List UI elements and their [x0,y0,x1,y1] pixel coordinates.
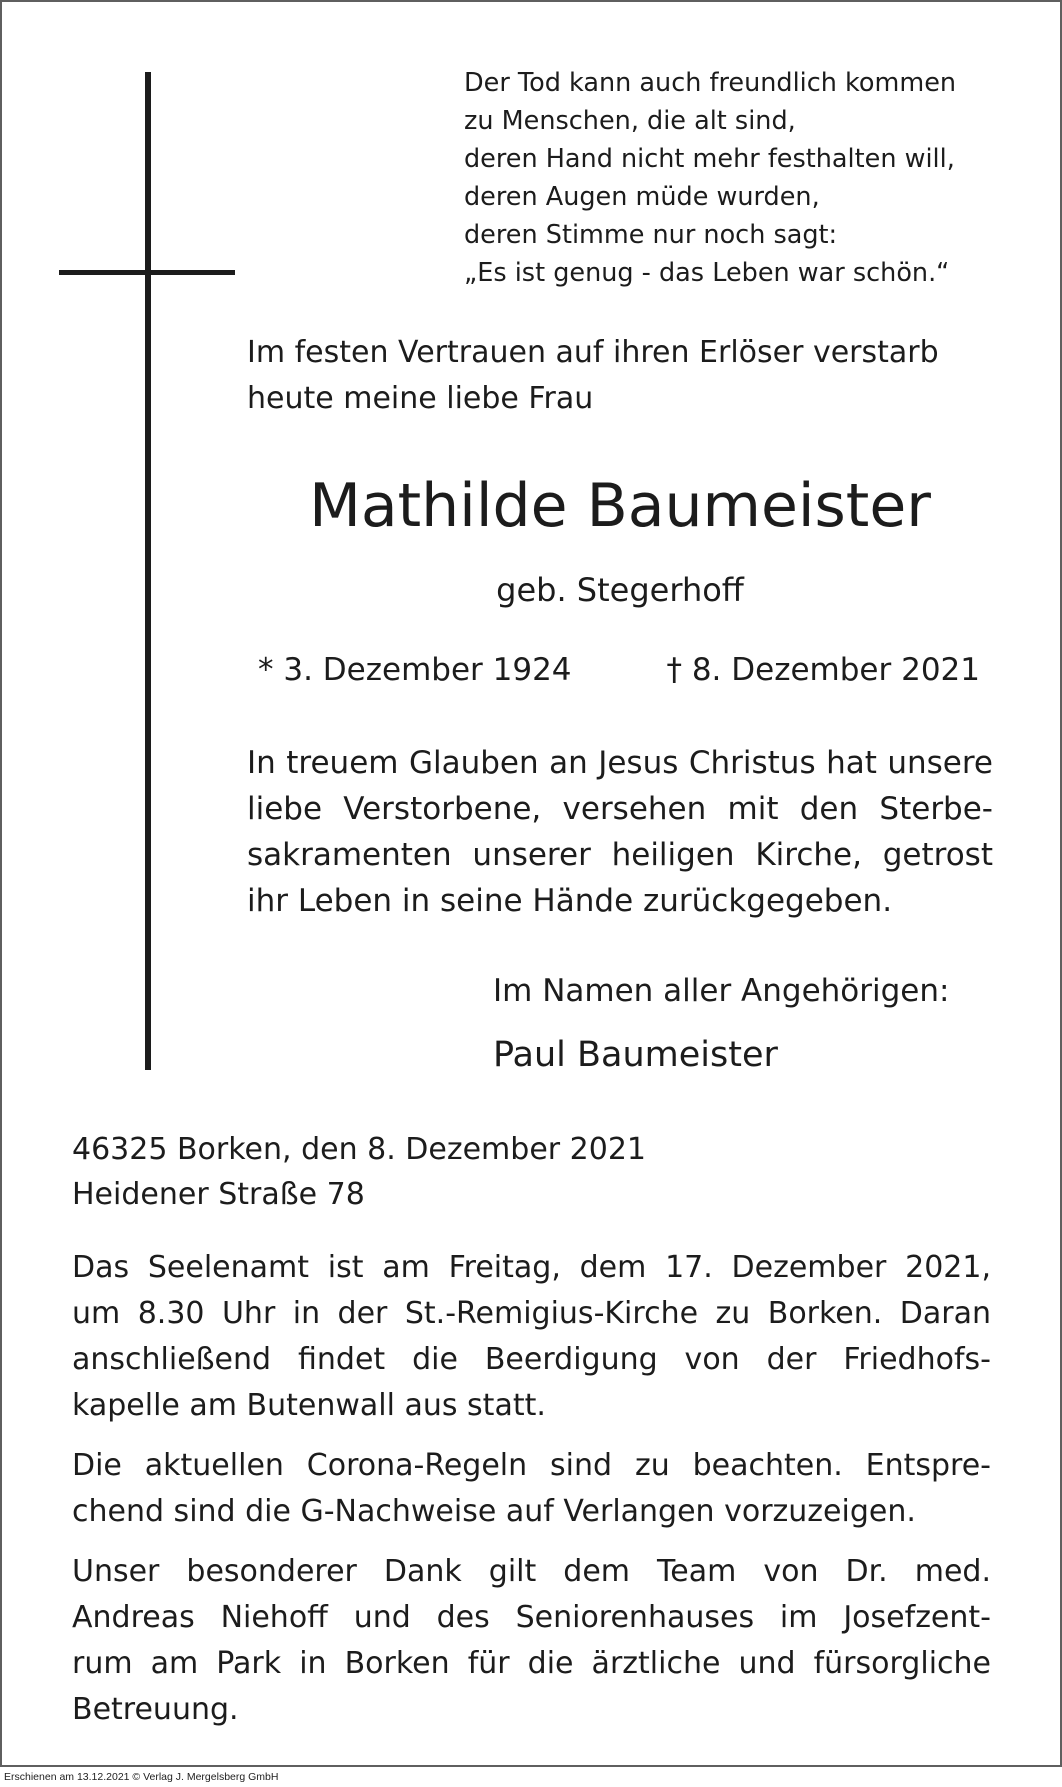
paragraph-line: Das Seelenamt ist am Freitag, dem 17. Dezember 2021, [72,1250,991,1285]
death-date: † 8. Dezember 2021 [666,652,980,688]
signer-name: Paul Baumeister [493,1035,778,1075]
paragraph-line: Unser besonderer Dank gilt dem Team von Dr. med. [72,1554,991,1589]
address-line: 46325 Borken, den 8. Dezember 2021 [72,1132,646,1167]
address-block [72,1127,646,1217]
paragraph-line: Die aktuellen Corona-Regeln sind zu beachten. Entspre- [72,1448,991,1483]
poem [464,64,956,292]
paragraph-corona [72,1443,991,1535]
poem-line: zu Menschen, die alt sind, [464,106,796,136]
faith-text [247,740,993,924]
poem-line: deren Augen müde wurden, [464,182,820,212]
paragraph-line: Betreuung. [72,1692,239,1727]
intro-line: heute meine liebe Frau [247,381,594,416]
poem-line: Der Tod kann auch freundlich kommen [464,68,957,98]
publication-footer: Erschienen am 13.12.2021 © Verlag J. Mergelsberg GmbH [4,1771,279,1783]
signature-label: Im Namen aller Angehörigen: [493,973,950,1009]
intro-line: Im festen Vertrauen auf ihren Erlöser verstarb [247,335,939,370]
faith-line: In treuem Glauben an Jesus Christus hat unsere [247,745,993,781]
cross-vertical-bar [145,72,151,1070]
birth-name: geb. Stegerhoff [496,571,744,609]
paragraph-thanks [72,1549,991,1733]
faith-line: sakramenten unserer heiligen Kirche, getrost [247,837,993,873]
poem-line: deren Hand nicht mehr festhalten will, [464,144,955,174]
faith-line: liebe Verstorbene, versehen mit den Sterbe- [247,791,993,827]
funeral-details [72,1245,991,1747]
paragraph-line: kapelle am Butenwall aus statt. [72,1388,546,1423]
paragraph-line: chend sind die G-Nachweise auf Verlangen vorzuzeigen. [72,1494,916,1529]
poem-line: deren Stimme nur noch sagt: [464,220,838,250]
poem-line: „Es ist genug - das Leben war schön.“ [464,258,950,288]
intro-text [247,330,993,422]
cross-horizontal-bar [59,270,235,275]
deceased-name: Mathilde Baumeister [309,471,931,541]
paragraph-line: anschließend findet die Beerdigung von der Friedhofs- [72,1342,991,1377]
paragraph-service [72,1245,991,1429]
address-line: Heidener Straße 78 [72,1177,365,1212]
paragraph-line: Andreas Niehoff und des Seniorenhauses im Josefzent- [72,1600,991,1635]
faith-line: ihr Leben in seine Hände zurückgegeben. [247,883,893,919]
paragraph-line: um 8.30 Uhr in der St.-Remigius-Kirche zu Borken. Daran [72,1296,991,1331]
paragraph-line: rum am Park in Borken für die ärztliche und fürsorgliche [72,1646,991,1681]
birth-date: * 3. Dezember 1924 [258,652,572,688]
